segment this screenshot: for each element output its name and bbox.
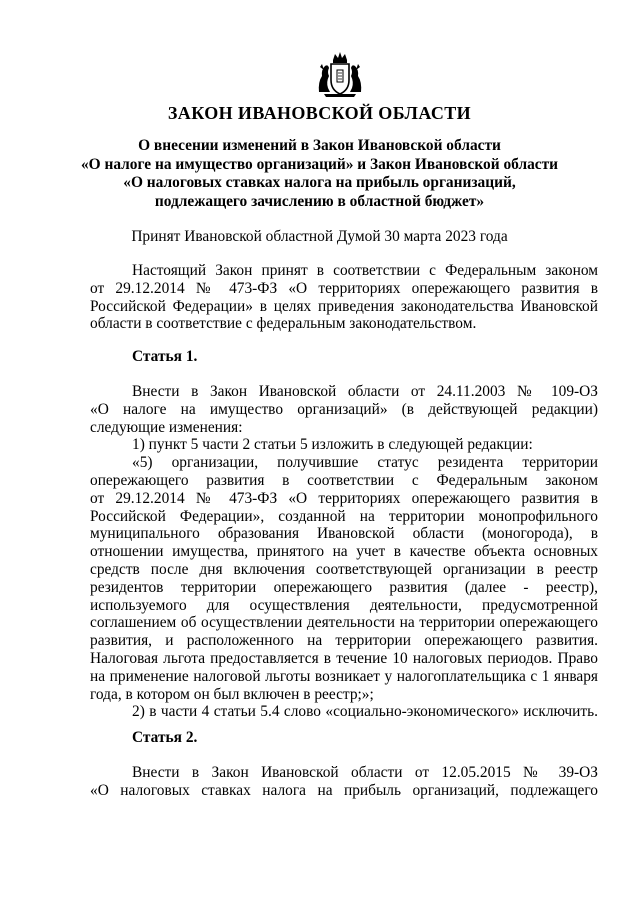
text-line: средств после дня включения соответствующей организации в реестр <box>90 560 598 578</box>
preamble-paragraph <box>90 262 598 333</box>
text-line: резидентов территории опережающего развития (далее - реестр), <box>90 578 598 596</box>
text-line: «5) организации, получившие статус резидента территории <box>132 454 598 472</box>
text-line: Внести в Закон Ивановской области от 24.11.2003 № 109-ОЗ <box>132 383 598 400</box>
coat-of-arms-icon <box>316 52 364 98</box>
text-line: опережающего развития в соответствии с Федеральным законом <box>90 471 598 489</box>
article-1-heading: Статья 1. <box>132 348 198 365</box>
subtitle-line: «О налоге на имущество организаций» и Закон Ивановской области <box>80 155 559 173</box>
law-title: ЗАКОН ИВАНОВСКОЙ ОБЛАСТИ <box>167 103 472 123</box>
text-line: используемого для осуществления деятельности, предусмотренной <box>90 596 598 614</box>
amendment-item-1: 1) пункт 5 части 2 статьи 5 изложить в следующей редакции: <box>132 436 533 454</box>
article-2-body <box>90 764 598 800</box>
amendment-item-2: 2) в части 4 статьи 5.4 слово «социально-экономического» исключить. <box>132 703 598 721</box>
text-line: Налоговая льгота предоставляется в течение 10 налоговых периодов. Право <box>90 649 598 667</box>
text-line: Российской Федерации», созданной на территории монопрофильного <box>90 507 598 525</box>
text-line: от 29.12.2014 № 473-ФЗ «О территориях опережающего развития в <box>90 279 598 297</box>
text-line: от 29.12.2014 № 473-ФЗ «О территориях опережающего развития в <box>90 489 598 507</box>
text-line: «О налоговых ставках налога на прибыль организаций, подлежащего <box>90 781 598 799</box>
law-subtitle <box>0 137 639 211</box>
subtitle-line: подлежащего зачислению в областной бюджет» <box>154 192 485 210</box>
text-line: муниципального образования Ивановской области (моногорода), в <box>90 525 598 543</box>
text-line: Внести в Закон Ивановской области от 12.05.2015 № 39-ОЗ <box>132 764 598 781</box>
text-line: следующие изменения: <box>90 418 243 436</box>
text-line: отношении имущества, принятого на учет в качестве объекта основных <box>90 543 598 561</box>
text-line: года, в котором он был включен в реестр;»; <box>90 685 374 703</box>
text-line: соглашением об осуществлении деятельности на территории опережающего <box>90 614 598 632</box>
article-2-heading: Статья 2. <box>132 729 198 746</box>
text-line: Российской Федерации» в целях приведения законодательства Ивановской <box>90 297 598 315</box>
text-line: на применение налоговой льготы возникает у налогоплательщика с 1 января <box>90 667 598 685</box>
text-line: «О налоге на имущество организаций» (в действующей редакции) <box>90 400 598 418</box>
subtitle-line: «О налоговых ставках налога на прибыль организаций, <box>123 174 516 192</box>
text-line: развития, и расположенного на территории опережающего развития. <box>90 632 598 650</box>
subtitle-line: О внесении изменений в Закон Ивановской области <box>138 137 501 154</box>
article-1-body <box>90 383 598 721</box>
text-line: Настоящий Закон принят в соответствии с Федеральным законом <box>132 262 598 279</box>
adoption-note: Принят Ивановской областной Думой 30 марта 2023 года <box>131 228 508 245</box>
text-line: области в соответствие с федеральным законодательством. <box>90 315 477 333</box>
